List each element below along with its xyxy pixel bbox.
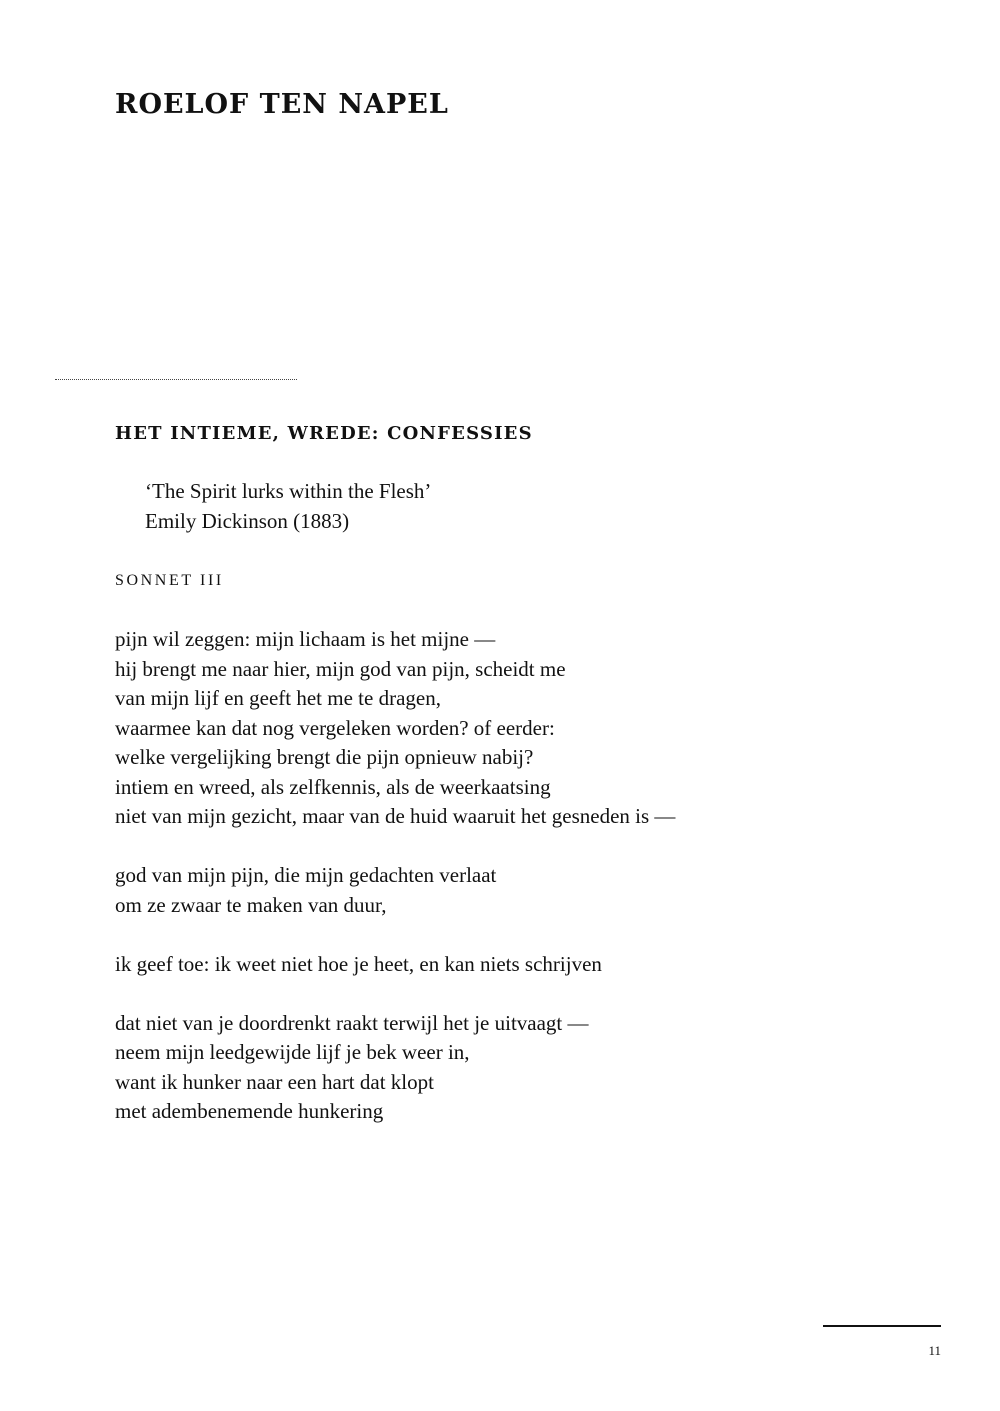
poem-line: neem mijn leedgewijde lijf je bek weer in,	[115, 1040, 470, 1064]
author-name: ROELOF TEN NAPEL	[115, 89, 449, 120]
poem-line: met adembenemende hunkering	[115, 1099, 384, 1123]
poem-title: SONNET III	[115, 572, 224, 589]
poem-line: want ik hunker naar een hart dat klopt	[115, 1069, 434, 1094]
footer-rule	[823, 1325, 941, 1327]
dotted-divider	[55, 379, 297, 380]
poem-line: hij brengt me naar hier, mijn god van pijn, scheidt me	[115, 656, 566, 681]
section-title: HET INTIEME, WREDE: CONFESSIES	[115, 423, 533, 444]
poem-body	[115, 625, 675, 1127]
poem-stanza	[115, 1009, 675, 1127]
poem-line: om ze zwaar te maken van duur,	[115, 892, 387, 917]
stanza-break	[115, 832, 675, 862]
poem-line: niet van mijn gezicht, maar van de huid waaruit het gesneden is —	[115, 804, 676, 828]
poem-line: god van mijn pijn, die mijn gedachten verlaat	[115, 863, 497, 887]
poem-stanza	[115, 861, 675, 920]
stanza-break	[115, 920, 675, 950]
epigraph-attribution: Emily Dickinson (1883)	[145, 508, 350, 533]
poem-line: waarmee kan dat nog vergeleken worden? of eerder:	[115, 715, 555, 740]
epigraph-quote: ‘The Spirit lurks within the Flesh’	[145, 479, 432, 503]
epigraph	[145, 477, 431, 536]
poem-line: ik geef toe: ik weet niet hoe je heet, en kan niets schrijven	[115, 951, 602, 976]
poem-line: van mijn lijf en geeft het me te dragen,	[115, 686, 441, 710]
poem-line: welke vergelijking brengt die pijn opnieuw nabij?	[115, 745, 534, 769]
poem-stanza	[115, 625, 675, 832]
stanza-break	[115, 979, 675, 1009]
poem-line: intiem en wreed, als zelfkennis, als de weerkaatsing	[115, 774, 551, 799]
poem-line: pijn wil zeggen: mijn lichaam is het mijne —	[115, 627, 496, 651]
page-number: 11	[928, 1343, 941, 1358]
poem-stanza	[115, 950, 675, 980]
poem-line: dat niet van je doordrenkt raakt terwijl het je uitvaagt —	[115, 1010, 589, 1035]
